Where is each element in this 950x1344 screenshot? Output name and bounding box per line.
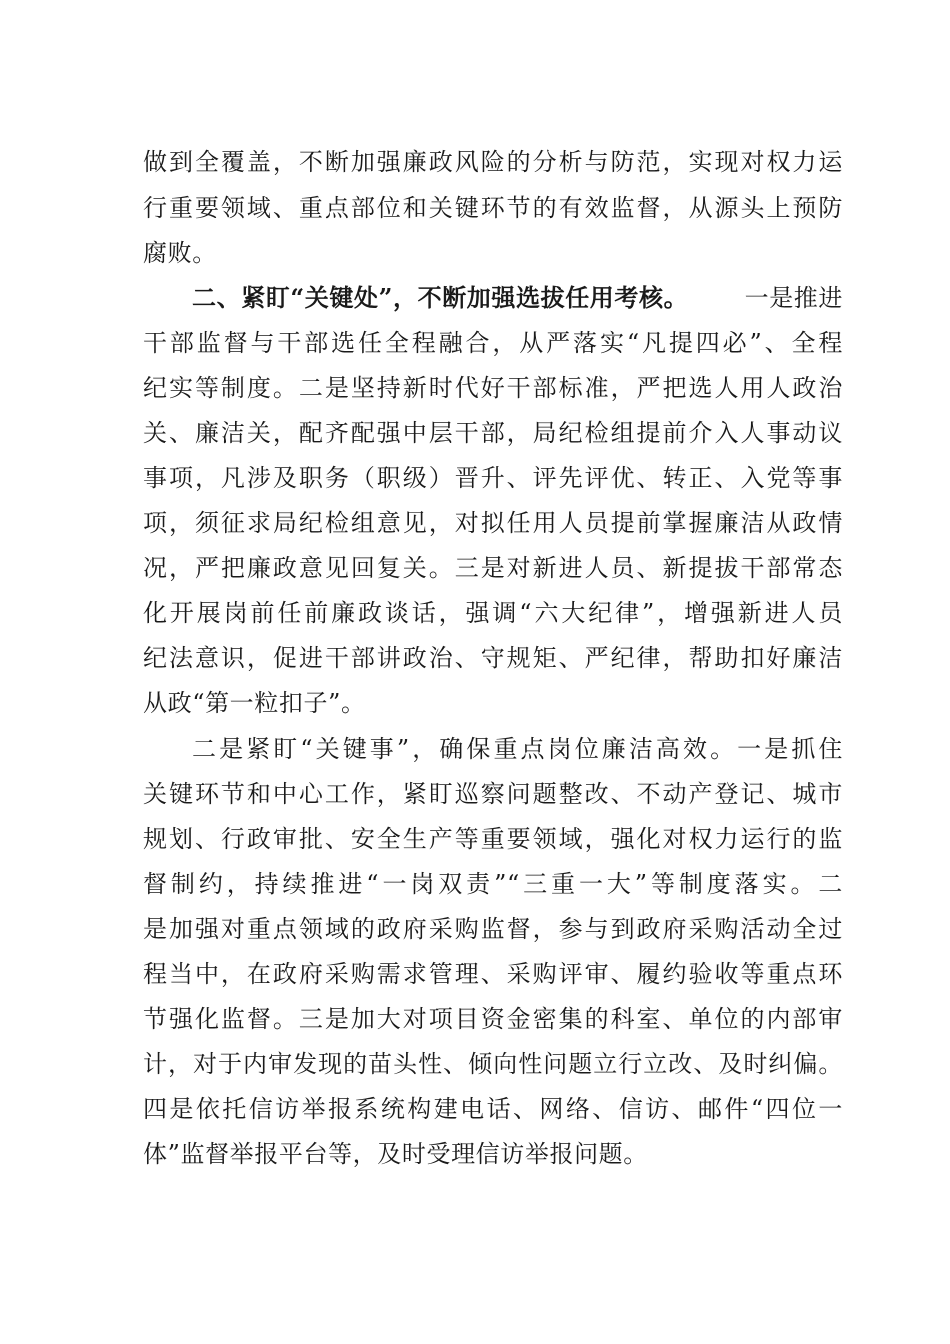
paragraph-2-line-7: 况，严把廉政意见回复关。三是对新进人员、新提拔干部常态	[143, 554, 843, 582]
paragraph-3-line-8: 计，对于内审发现的苗头性、倾向性问题立行立改、及时纠偏。	[143, 1050, 843, 1078]
paragraph-3-line-6: 程当中，在政府采购需求管理、采购评审、履约验收等重点环	[143, 960, 843, 988]
paragraph-3-line-5: 是加强对重点领域的政府采购监督，参与到政府采购活动全过	[143, 915, 843, 943]
paragraph-2-line-8: 化开展岗前任前廉政谈话，强调“六大纪律”，增强新进人员	[143, 599, 843, 627]
paragraph-2-line-6: 项，须征求局纪检组意见，对拟任用人员提前掌握廉洁从政情	[143, 509, 843, 537]
paragraph-1-line-3: 腐败。	[143, 239, 217, 267]
paragraph-3-line-3: 规划、行政审批、安全生产等重要领域，强化对权力运行的监	[143, 825, 843, 853]
paragraph-3-line-7: 节强化监督。三是加大对项目资金密集的科室、单位的内部审	[143, 1005, 843, 1033]
paragraph-2-line-5: 事项，凡涉及职务（职级）晋升、评先评优、转正、入党等事	[143, 464, 843, 492]
paragraph-2-line-2: 干部监督与干部选任全程融合，从严落实“凡提四必”、全程	[143, 329, 843, 357]
paragraph-2-line-10: 从政“第一粒扣子”。	[143, 689, 366, 717]
paragraph-2-line-9: 纪法意识，促进干部讲政治、守规矩、严纪律，帮助扣好廉洁	[143, 644, 843, 672]
paragraph-3-line-4: 督制约，持续推进“一岗双责”“三重一大”等制度落实。二	[143, 870, 843, 898]
paragraph-3-line-2: 关键环节和中心工作，紧盯巡察问题整改、不动产登记、城市	[143, 780, 843, 808]
paragraph-2-heading: 二、紧盯“关键处”，不断加强选拔任用考核。	[192, 283, 689, 312]
paragraph-3-line-10: 体”监督举报平台等，及时受理信访举报问题。	[143, 1140, 648, 1168]
paragraph-3-line-1: 二是紧盯“关键事”，确保重点岗位廉洁高效。一是抓住	[192, 735, 843, 763]
paragraph-2-first-line-rest: 一是推进	[744, 284, 843, 312]
paragraph-3-line-9: 四是依托信访举报系统构建电话、网络、信访、邮件“四位一	[143, 1095, 843, 1123]
paragraph-2-line-4: 关、廉洁关，配齐配强中层干部，局纪检组提前介入人事动议	[143, 419, 843, 447]
paragraph-1-line-2: 行重要领域、重点部位和关键环节的有效监督，从源头上预防	[143, 194, 843, 222]
paragraph-2-line-3: 纪实等制度。二是坚持新时代好干部标准，严把选人用人政治	[143, 374, 843, 402]
paragraph-1-line-1: 做到全覆盖，不断加强廉政风险的分析与防范，实现对权力运	[143, 148, 843, 176]
paragraph-2-line-1	[192, 283, 843, 313]
